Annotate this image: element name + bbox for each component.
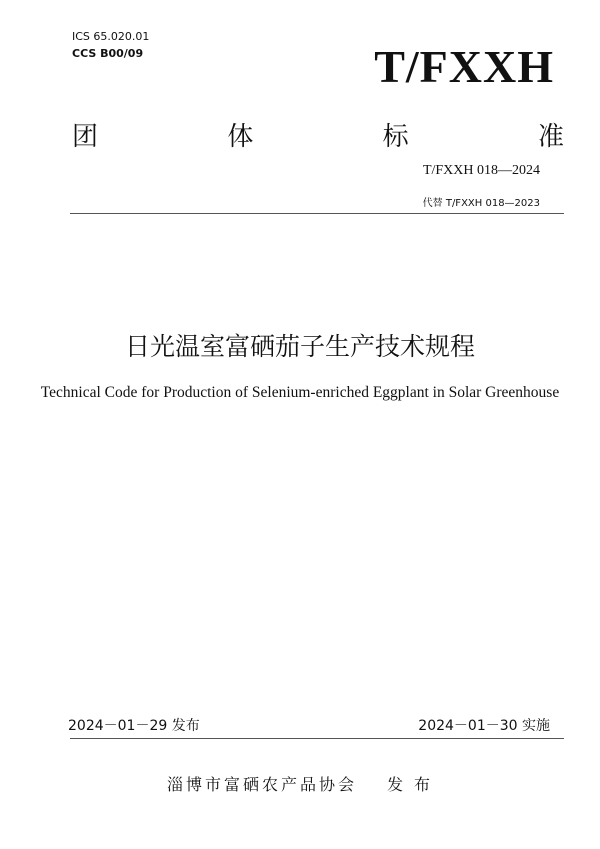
divider [70,213,564,214]
standard-type-char: 标 [382,122,409,152]
document-title: 日光温室富硒茄子生产技术规程 [124,332,475,361]
standard-number: T/FXXH 018—2024 [422,163,540,178]
standard-type [72,116,564,153]
issue-label: 发 布 [386,775,434,794]
ics-code: ICS 65.020.01 [72,30,150,43]
standard-logo: T/FXXH [374,41,554,92]
organization-name: 淄博市富硒农产品协会 [166,775,357,794]
implement-date: 2024－01－30 实施 [418,718,550,734]
publish-date: 2024－01－29 发布 [68,718,200,734]
replaces-standard: 代替 T/FXXH 018—2023 [422,198,540,209]
issuing-organization [0,772,600,795]
divider [70,738,564,739]
standard-type-char: 准 [537,122,564,152]
ccs-code: CCS B00/09 [72,47,144,60]
standard-type-char: 团 [72,122,99,152]
standard-type-char: 体 [227,122,254,152]
english-title: Technical Code for Production of Selenium-enriched Eggplant in Solar Greenhouse [40,384,560,401]
